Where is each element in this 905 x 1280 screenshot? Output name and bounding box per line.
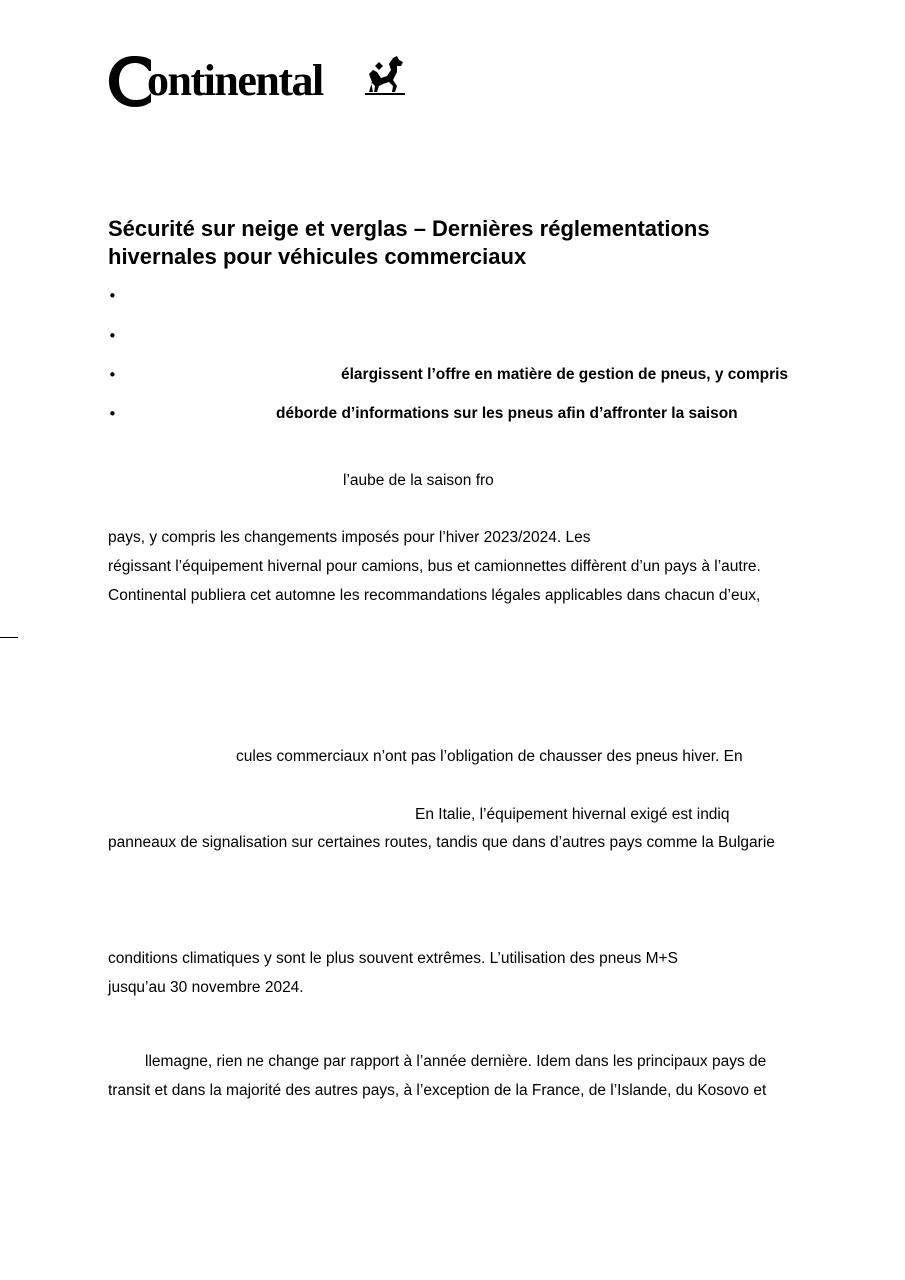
body-line: cules commerciaux n’ont pas l’obligation de chausser des pneus hiver. En <box>236 748 743 765</box>
body-line: llemagne, rien ne change par rapport à l’année dernière. Idem dans les principaux pays de <box>145 1053 767 1070</box>
body-line: jusqu’au 30 novembre 2024. <box>108 979 304 996</box>
title-line-1: Sécurité sur neige et verglas – Dernières réglementations <box>108 216 710 241</box>
continental-logo <box>107 52 407 110</box>
svg-text:ontinental: ontinental <box>147 56 323 105</box>
document-title <box>108 215 808 271</box>
body-line: Continental publiera cet automne les recommandations légales applicables dans chacun d’eux, <box>108 587 761 604</box>
body-line: régissant l’équipement hivernal pour camions, bus et camionnettes diffèrent d’un pays à l’autre. <box>108 558 761 575</box>
bullet-marker: • <box>108 287 117 305</box>
bullet-marker: • <box>108 405 117 423</box>
bullet-item-3: élargissent l’offre en matière de gestion de pneus, y compris <box>341 366 789 383</box>
rearing-horse-icon <box>369 56 403 92</box>
bullet-marker: • <box>108 366 117 384</box>
body-line: panneaux de signalisation sur certaines routes, tandis que dans d’autres pays comme la Bulgarie <box>108 834 775 851</box>
continental-logo-graphic <box>107 52 407 110</box>
body-line: l’aube de la saison fro <box>343 472 494 489</box>
bullet-item-4: déborde d’informations sur les pneus afin d’affronter la saison <box>276 405 738 422</box>
margin-mark <box>0 637 18 638</box>
body-line: conditions climatiques y sont le plus souvent extrêmes. L’utilisation des pneus M+S <box>108 950 678 967</box>
title-line-2: hivernales pour véhicules commerciaux <box>108 244 527 269</box>
bullet-marker: • <box>108 327 117 345</box>
body-line: pays, y compris les changements imposés pour l’hiver 2023/2024. Les <box>108 529 591 546</box>
body-line: transit et dans la majorité des autres pays, à l’exception de la France, de l’Islande, du Kosovo et <box>108 1082 767 1099</box>
body-line: En Italie, l’équipement hivernal exigé est indiq <box>415 806 730 823</box>
